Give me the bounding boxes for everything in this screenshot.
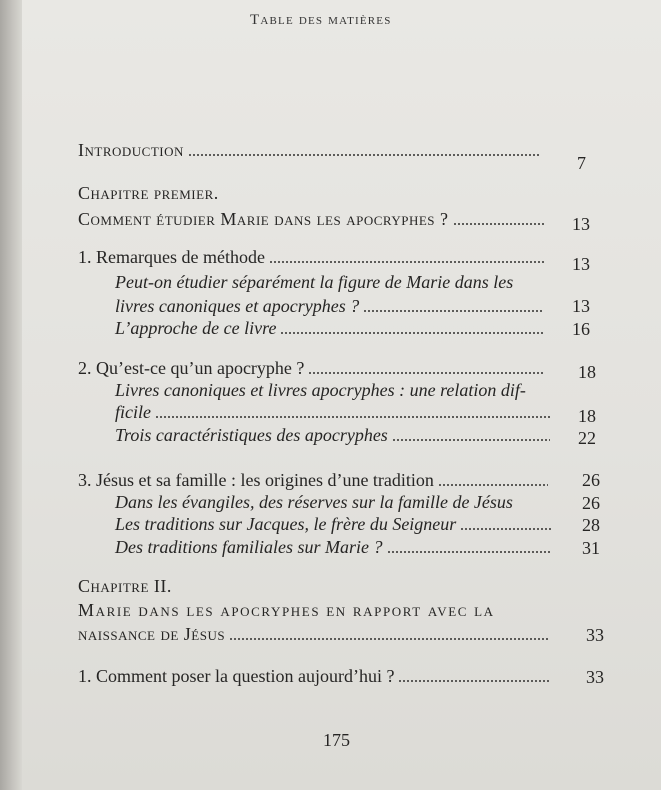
section-label: 1. Remarques de méthode <box>78 247 265 267</box>
subsection-label: Dans les évangiles, des réserves sur la famille de Jésus <box>115 492 513 512</box>
leader-dots <box>280 332 544 334</box>
chapter-title: Marie dans les apocryphes en rapport avec la <box>78 600 495 620</box>
subsection-label: Livres canoniques et livres apocryphes : une relation dif- <box>115 380 526 400</box>
toc-page-number: 33 <box>586 625 604 645</box>
subsection-label: Les traditions sur Jacques, le frère du Seigneur <box>115 514 457 534</box>
leader-dots <box>398 680 550 682</box>
toc-entry-section <box>78 356 548 380</box>
chapter-number: Chapitre premier. <box>78 183 219 203</box>
toc-page-number: 13 <box>572 254 590 274</box>
toc-entry-subsection <box>115 316 548 340</box>
section-label: 2. Qu’est-ce qu’un apocryphe ? <box>78 358 305 378</box>
subsection-label: livres canoniques et apocryphes ? <box>115 296 360 316</box>
toc-entry-chapter-1 <box>78 207 548 231</box>
section-label: 1. Comment poser la question aujourd’hui ? <box>78 666 395 686</box>
leader-dots <box>392 439 550 441</box>
toc-page-number: 26 <box>582 470 600 490</box>
toc-page-number: 7 <box>577 153 586 173</box>
subsection-label: Peut-on étudier séparément la figure de Marie dans les <box>115 272 514 292</box>
toc-page-number: 28 <box>582 515 600 535</box>
chapter-title: Comment étudier Marie dans les apocryphes ? <box>78 209 449 229</box>
toc-entry-subsection <box>115 535 556 559</box>
leader-dots <box>155 416 550 418</box>
subsection-label: Des traditions familiales sur Marie ? <box>115 537 383 557</box>
leader-dots <box>363 310 544 312</box>
book-spine-shadow <box>0 0 24 790</box>
toc-entry-subsection <box>115 294 548 318</box>
toc-entry-subsection <box>115 512 556 536</box>
toc-page-number: 22 <box>578 428 596 448</box>
toc-entry-section <box>78 468 552 492</box>
toc-page-number: 13 <box>572 214 590 234</box>
leader-dots <box>308 372 544 374</box>
page-folio: 175 <box>323 730 350 750</box>
toc-entry-section <box>78 664 554 688</box>
toc-entry-chapter-2 <box>78 622 554 646</box>
chapter-number: Chapitre II. <box>78 576 172 596</box>
subsection-label: Trois caractéristiques des apocryphes <box>115 425 388 445</box>
toc-page-number: 31 <box>582 538 600 558</box>
leader-dots <box>453 223 544 225</box>
toc-page-number: 13 <box>572 296 590 316</box>
leader-dots <box>460 528 552 530</box>
toc-entry-subsection <box>115 400 554 424</box>
toc-entry-subsection <box>115 423 554 447</box>
toc-page-number: 18 <box>578 406 596 426</box>
toc-page-number: 26 <box>582 493 600 513</box>
toc-page-number: 33 <box>586 667 604 687</box>
toc-page-number: 18 <box>578 362 596 382</box>
section-label: 3. Jésus et sa famille : les origines d’une tradition <box>78 470 434 490</box>
leader-dots <box>438 484 548 486</box>
subsection-label: ficile <box>115 402 151 422</box>
toc-entry-section <box>78 245 548 269</box>
leader-dots <box>269 261 544 263</box>
leader-dots <box>229 638 550 640</box>
chapter-title: naissance de Jésus <box>78 624 226 644</box>
running-title: Table des matières <box>250 12 392 28</box>
leader-dots <box>387 551 552 553</box>
subsection-label: L’approche de ce livre <box>115 318 277 338</box>
toc-entry-introduction <box>78 138 544 162</box>
toc-page-number: 16 <box>572 319 590 339</box>
leader-dots <box>188 154 540 156</box>
toc-label: Introduction <box>78 140 184 160</box>
